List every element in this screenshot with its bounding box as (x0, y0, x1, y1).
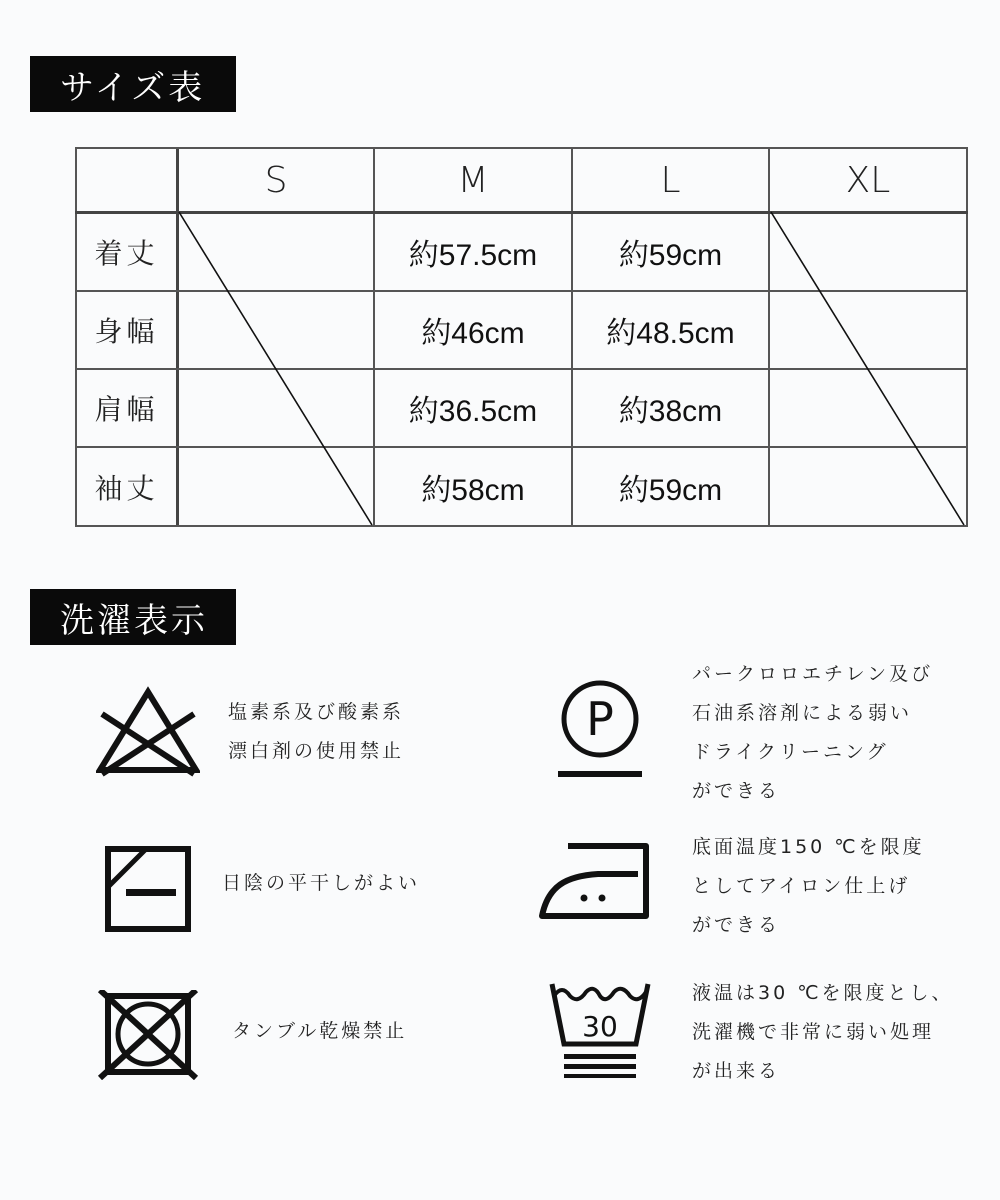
cell-width-l: 約48.5cm (606, 317, 735, 350)
cell-shoulder-l: 約38cm (618, 395, 723, 428)
cell-sleeve-m: 約58cm (421, 473, 525, 507)
cell-width-m: 約46cm (421, 317, 525, 350)
cell-length-m: 約57.5cm (408, 239, 538, 272)
column-header-s: S (264, 159, 288, 201)
cell-shoulder-m: 約36.5cm (408, 395, 538, 428)
no-bleach-text: 塩素系及び酸素系 漂白剤の使用禁止 (228, 701, 405, 762)
cell-sleeve-l: 約59cm (618, 473, 723, 507)
shade-flat-dry-icon (104, 845, 194, 935)
wash-30-text: 液温は30 ℃を限度とし、 洗濯機で非常に弱い処理 が出来る (692, 982, 954, 1082)
row-header-length: 着丈 (94, 237, 159, 270)
cell-length-l: 約59cm (618, 239, 723, 272)
shade-flat-dry-text: 日陰の平干しがよい (222, 872, 421, 894)
row-header-sleeve: 袖丈 (94, 471, 159, 505)
column-header-l: L (660, 159, 681, 201)
svg-text:30: 30 (582, 1010, 618, 1043)
column-header-m: M (457, 159, 489, 201)
care-label-title: 洗濯表示 (30, 589, 236, 645)
size-table (75, 147, 968, 527)
iron-medium-icon (538, 838, 658, 922)
no-tumble-dry-text: タンブル乾燥禁止 (232, 1020, 408, 1042)
svg-text:P: P (586, 692, 614, 746)
s-unavailable-slash (179, 212, 372, 525)
xl-unavailable-slash (771, 212, 964, 525)
size-chart-title: サイズ表 (30, 56, 236, 112)
dry-clean-p-icon (550, 675, 650, 781)
column-header-xl: XL (845, 159, 891, 201)
no-tumble-dry-icon (98, 990, 198, 1080)
wash-30-gentle-icon (548, 978, 652, 1078)
row-header-shoulder: 肩幅 (94, 393, 159, 426)
dry-clean-text: パークロロエチレン及び 石油系溶剤による弱い ドライクリーニング ができる (692, 663, 934, 802)
no-bleach-icon (96, 684, 200, 778)
iron-text: 底面温度150 ℃を限度 としてアイロン仕上げ ができる (692, 836, 925, 936)
row-header-width: 身幅 (94, 315, 159, 348)
